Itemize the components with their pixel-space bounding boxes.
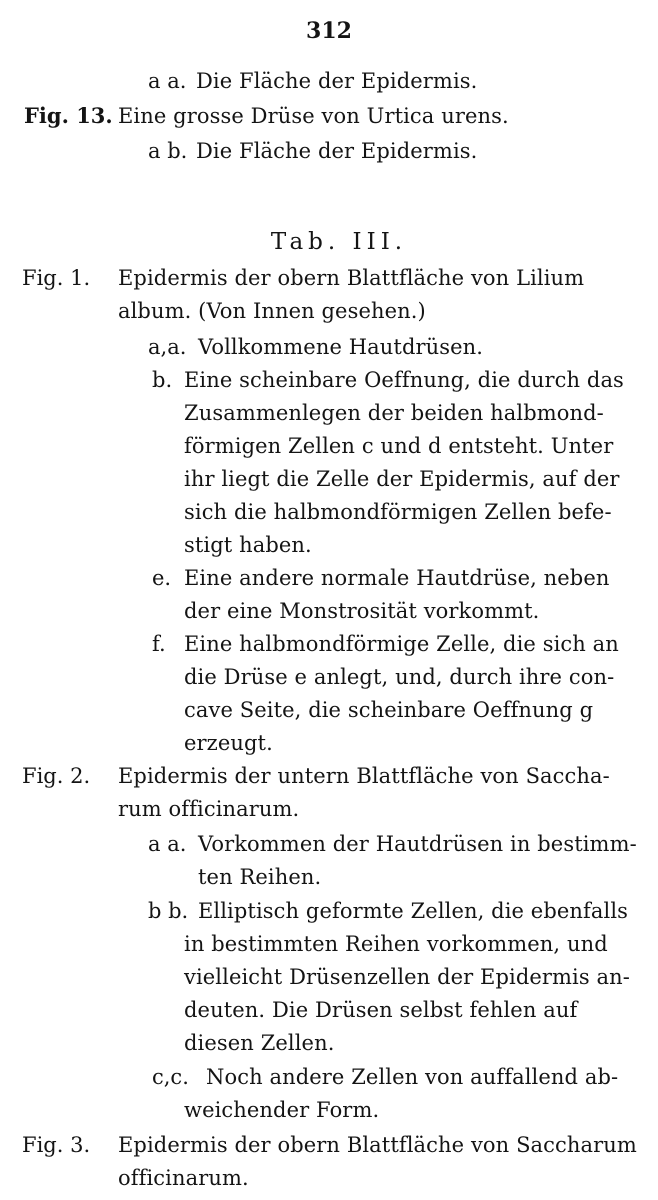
figure-caption-line: album. (Von Innen gesehen.) [118, 299, 426, 323]
figure-label: Fig. 3. [22, 1133, 91, 1157]
item-text: der eine Monstrosität vorkommt. [184, 599, 540, 623]
item-text: Elliptisch geformte Zellen, die ebenfalls [198, 899, 629, 923]
item-text: Die Fläche der Epidermis. [196, 139, 478, 163]
item-text: förmigen Zellen c und d entsteht. Unter [184, 434, 614, 458]
item-marker: a,a. [148, 335, 187, 359]
figure-caption: Eine grosse Drüse von Urtica urens. [118, 104, 509, 128]
figure-caption-line: Epidermis der obern Blattfläche von Lilium [118, 266, 585, 290]
figure-caption-line: Epidermis der obern Blattfläche von Saccharum [118, 1133, 637, 1157]
item-marker: a a. [148, 832, 187, 856]
item-marker: e. [152, 566, 172, 590]
item-text: in bestimmten Reihen vorkommen, und [184, 932, 608, 956]
item-text: Eine scheinbare Oeffnung, die durch das [184, 368, 624, 392]
item-text: die Drüse e anlegt, und, durch ihre con- [184, 665, 615, 689]
page-number: 312 [306, 18, 352, 44]
item-text: Zusammenlegen der beiden halbmond- [184, 401, 604, 425]
item-text: deuten. Die Drüsen selbst fehlen auf [184, 998, 578, 1022]
item-marker: a a. [148, 69, 187, 93]
figure-label: Fig. 1. [22, 266, 91, 290]
item-text: erzeugt. [184, 731, 273, 755]
item-text: ihr liegt die Zelle der Epidermis, auf der [184, 467, 620, 491]
item-text: Vorkommen der Hautdrüsen in bestimm- [198, 832, 637, 856]
item-text: Eine halbmondförmige Zelle, die sich an [184, 632, 619, 656]
figure-caption-line: officinarum. [118, 1166, 249, 1190]
item-text: stigt haben. [184, 533, 312, 557]
figure-caption-line: rum officinarum. [118, 797, 300, 821]
item-text: weichender Form. [184, 1098, 380, 1122]
item-text: vielleicht Drüsenzellen der Epidermis an- [184, 965, 630, 989]
item-text: ten Reihen. [198, 865, 322, 889]
item-text: diesen Zellen. [184, 1031, 335, 1055]
item-marker: a b. [148, 139, 188, 163]
item-text: Die Fläche der Epidermis. [196, 69, 478, 93]
figure-caption-line: Epidermis der untern Blattfläche von Saccha- [118, 764, 610, 788]
item-marker: c,c. [152, 1065, 189, 1089]
item-marker: b b. [148, 899, 189, 923]
item-marker: b. [152, 368, 173, 392]
figure-label: Fig. 13. [24, 103, 113, 128]
item-text: Eine andere normale Hautdrüse, neben [184, 566, 610, 590]
item-text: Vollkommene Hautdrüsen. [198, 335, 484, 359]
figure-label: Fig. 2. [22, 764, 91, 788]
item-marker: f. [152, 632, 166, 656]
item-text: Noch andere Zellen von auffallend ab- [206, 1065, 619, 1089]
item-text: cave Seite, die scheinbare Oeffnung g [184, 698, 594, 722]
section-heading: Tab. III. [270, 229, 408, 255]
item-text: sich die halbmondförmigen Zellen befe- [184, 500, 612, 524]
